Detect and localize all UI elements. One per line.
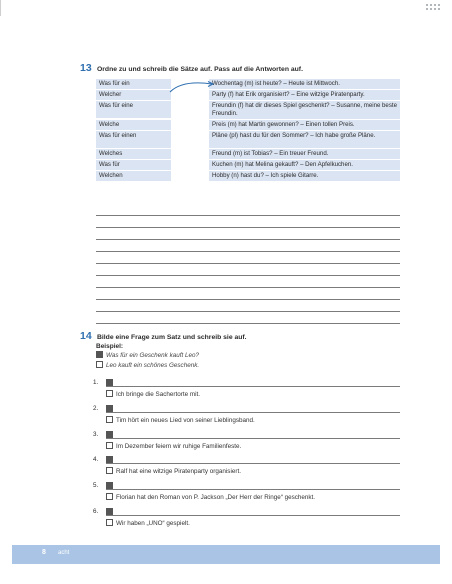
writing-line[interactable] bbox=[96, 216, 400, 228]
table-cell-right: Wochentag (m) ist heute? – Heute ist Mittwoch. bbox=[209, 79, 400, 89]
question-line[interactable] bbox=[106, 405, 400, 413]
question-line[interactable] bbox=[106, 508, 400, 516]
item-number: 1. bbox=[93, 379, 99, 386]
exercise-14-title: Bilde eine Frage zum Satz und schreib sie auf. bbox=[97, 334, 247, 341]
writing-line[interactable] bbox=[96, 264, 400, 276]
item-number: 3. bbox=[93, 431, 99, 438]
table-cell-left: Was für einen bbox=[96, 131, 171, 148]
answer-sentence bbox=[106, 494, 315, 501]
question-line[interactable] bbox=[106, 431, 400, 439]
table-row bbox=[96, 160, 400, 170]
answer-sentence bbox=[106, 520, 190, 527]
answer-icon bbox=[106, 467, 113, 474]
writing-line[interactable] bbox=[96, 228, 400, 240]
question-icon bbox=[106, 431, 113, 438]
answer-text: Wir haben „UNO“ gespielt. bbox=[116, 520, 190, 528]
item-number: 4. bbox=[93, 456, 99, 463]
matching-arrow-icon bbox=[168, 80, 216, 94]
answer-icon bbox=[106, 493, 113, 500]
answer-sentence bbox=[106, 417, 255, 424]
answer-icon bbox=[106, 519, 113, 526]
question-icon bbox=[106, 379, 113, 386]
question-icon bbox=[106, 405, 113, 412]
table-cell-right: Freund (m) ist Tobias? – Ein treuer Freund. bbox=[209, 149, 400, 159]
answer-icon bbox=[96, 361, 103, 368]
writing-line[interactable] bbox=[96, 204, 400, 216]
answer-text: Florian hat den Roman von P. Jackson „Der Herr der Ringe“ geschenkt. bbox=[116, 494, 316, 502]
example-question bbox=[96, 352, 199, 359]
table-row bbox=[96, 131, 400, 148]
writing-line[interactable] bbox=[96, 300, 400, 312]
writing-line[interactable] bbox=[96, 312, 400, 324]
question-icon bbox=[106, 508, 113, 515]
table-row bbox=[96, 171, 400, 181]
table-cell-left: Was für bbox=[96, 160, 171, 170]
writing-line[interactable] bbox=[96, 240, 400, 252]
question-line[interactable] bbox=[106, 482, 400, 490]
question-icon bbox=[106, 456, 113, 463]
table-row bbox=[96, 79, 400, 89]
matching-table bbox=[96, 79, 400, 182]
crop-dots-icon bbox=[426, 4, 442, 14]
answer-text: Im Dezember feiern wir ruhige Familienfeste. bbox=[116, 443, 242, 451]
item-number: 5. bbox=[93, 482, 99, 489]
corner-mark bbox=[0, 0, 19, 16]
example-question-text: Was für ein Geschenk kauft Leo? bbox=[106, 352, 199, 360]
item-number: 6. bbox=[93, 508, 99, 515]
table-cell-left: Welche bbox=[96, 120, 171, 130]
table-cell-right: Kuchen (m) hat Melina gekauft? – Den Apfelkuchen. bbox=[209, 160, 400, 170]
table-cell-left: Was für eine bbox=[96, 101, 171, 118]
table-row bbox=[96, 120, 400, 130]
exercise-13-title: Ordne zu und schreib die Sätze auf. Pass auf die Antworten auf. bbox=[97, 66, 303, 73]
answer-sentence bbox=[106, 468, 241, 475]
exercise-14-number: 14 bbox=[80, 330, 92, 342]
table-cell-right: Party (f) hat Erik organisiert? – Eine witzige Piratenparty. bbox=[209, 90, 400, 100]
answer-icon bbox=[106, 390, 113, 397]
table-cell-right: Freundin (f) hat dir dieses Spiel geschenkt? – Susanne, meine beste Freundin. bbox=[209, 101, 400, 119]
table-row bbox=[96, 90, 400, 100]
writing-line[interactable] bbox=[96, 252, 400, 264]
answer-sentence bbox=[106, 443, 241, 450]
writing-lines[interactable] bbox=[96, 204, 400, 324]
item-number: 2. bbox=[93, 405, 99, 412]
exercise-13-number: 13 bbox=[80, 62, 92, 74]
question-line[interactable] bbox=[106, 456, 400, 464]
question-icon bbox=[96, 351, 103, 358]
answer-text: Tim hört ein neues Lied von seiner Lieblingsband. bbox=[116, 417, 255, 425]
table-row bbox=[96, 149, 400, 159]
table-cell-right: Pläne (pl) hast du für den Sommer? – Ich habe große Pläne. bbox=[209, 131, 400, 148]
table-cell-right: Preis (m) hat Martin gewonnen? – Einen tollen Preis. bbox=[209, 120, 400, 130]
answer-text: Ralf hat eine witzige Piratenparty organisiert. bbox=[116, 468, 241, 476]
example-label: Beispiel: bbox=[96, 343, 124, 350]
answer-icon bbox=[106, 442, 113, 449]
table-cell-left: Welchen bbox=[96, 171, 171, 181]
table-cell-right: Hobby (n) hast du? – Ich spiele Gitarre. bbox=[209, 171, 400, 181]
table-cell-left: Welches bbox=[96, 149, 171, 159]
page-number: 8 bbox=[42, 549, 46, 556]
table-row bbox=[96, 101, 400, 119]
table-cell-left: Was für ein bbox=[96, 79, 171, 89]
answer-icon bbox=[106, 416, 113, 423]
answer-sentence bbox=[106, 391, 200, 398]
answer-text: Ich bringe die Sachertorte mit. bbox=[116, 391, 200, 399]
question-line[interactable] bbox=[106, 379, 400, 387]
example-answer-text: Leo kauft ein schönes Geschenk. bbox=[106, 362, 200, 370]
writing-line[interactable] bbox=[96, 288, 400, 300]
page-number-word: acht bbox=[58, 550, 70, 556]
page-footer-band bbox=[12, 545, 440, 564]
writing-line[interactable] bbox=[96, 276, 400, 288]
question-icon bbox=[106, 482, 113, 489]
table-cell-left: Welcher bbox=[96, 90, 171, 100]
example-answer bbox=[96, 362, 199, 369]
